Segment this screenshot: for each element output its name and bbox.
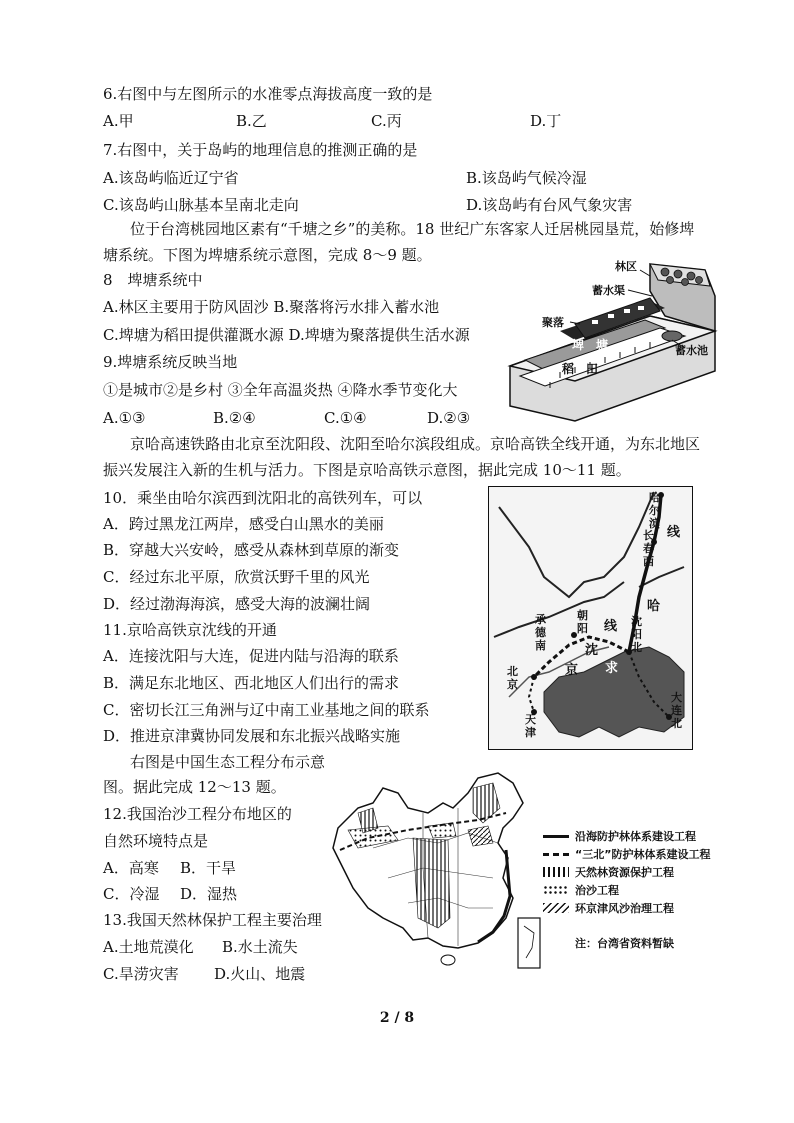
legend-jingjin-sand-label: 环京津风沙治理工程 bbox=[575, 902, 674, 915]
intro-8-9-line1: 位于台湾桃园地区素有“千塘之乡”的美称。18 世纪广东客家人迁居桃园垦荒，始修埤 bbox=[130, 220, 695, 238]
q10-option-a: A．跨过黑龙江两岸，感受白山黑水的美丽 bbox=[103, 515, 384, 533]
q7-stem: 7.右图中，关于岛屿的地理信息的推测正确的是 bbox=[103, 141, 418, 159]
rail-label-dalian: 大连北 bbox=[671, 691, 682, 730]
q10-option-b: B．穿越大兴安岭，感受从森林到草原的渐变 bbox=[103, 541, 400, 559]
rail-label-haerbin: 哈尔滨 bbox=[649, 491, 660, 530]
q7-option-c: C.该岛屿山脉基本呈南北走向 bbox=[103, 196, 299, 214]
q13-option-a: A.土地荒漠化 bbox=[103, 938, 194, 956]
q9-stem: 9.埤塘系统反映当地 bbox=[103, 353, 238, 371]
q13-option-c: C.旱涝灾害 bbox=[103, 965, 179, 983]
rail-label-chengde: 承德南 bbox=[535, 613, 546, 652]
legend-sand-control bbox=[543, 882, 619, 898]
q7-option-d: D.该岛屿有台风气象灾害 bbox=[466, 196, 633, 214]
pond-label-pond: 埤 塘 bbox=[572, 338, 609, 352]
rail-label-line2: 线 bbox=[604, 619, 618, 634]
pond-label-canal: 蓄水渠 bbox=[592, 284, 625, 297]
legend-natural-forest bbox=[543, 864, 674, 880]
page-number: 2 / 8 bbox=[379, 1010, 415, 1026]
q12-option-d: D．湿热 bbox=[180, 885, 238, 903]
rail-label-changchun: 长春西 bbox=[643, 529, 654, 568]
q12-option-b: B．干旱 bbox=[180, 859, 237, 877]
rail-label-lake: 求 bbox=[605, 661, 619, 676]
rail-label-line-xian: 线 bbox=[667, 525, 681, 540]
q13-option-d: D.火山、地震 bbox=[214, 965, 306, 983]
legend-vertical-stripe-icon bbox=[543, 867, 569, 877]
q7-option-a: A.该岛屿临近辽宁省 bbox=[103, 169, 239, 187]
q9-option-d: D.②③ bbox=[427, 409, 471, 427]
q11-option-a: A．连接沈阳与大连，促进内陆与沿海的联系 bbox=[103, 647, 399, 665]
rail-label-tianjin: 天津 bbox=[525, 713, 536, 739]
pond-label-forest: 林区 bbox=[615, 260, 637, 273]
legend-three-north bbox=[543, 846, 710, 862]
q12-option-c: C．冷湿 bbox=[103, 885, 160, 903]
q8-stem: 8 埤塘系统中 bbox=[103, 271, 203, 289]
q6-stem: 6.右图中与左图所示的水准零点海拔高度一致的是 bbox=[103, 85, 433, 103]
legend-sand-control-label: 治沙工程 bbox=[575, 884, 619, 897]
q10-option-c: C．经过东北平原，欣赏沃野千里的风光 bbox=[103, 568, 370, 586]
legend-solid-line-icon bbox=[543, 830, 569, 838]
q11-option-c: C．密切长江三角洲与辽中南工业基地之间的联系 bbox=[103, 701, 430, 719]
intro-8-9-line2: 塘系统。下图为埤塘系统示意图，完成 8～9 题。 bbox=[103, 246, 432, 264]
q9-option-a: A.①③ bbox=[103, 409, 146, 427]
pond-label-settlement: 聚落 bbox=[542, 316, 564, 329]
q10-stem: 10．乘坐由哈尔滨西到沈阳北的高铁列车，可以 bbox=[103, 489, 423, 507]
q11-option-d: D．推进京津冀协同发展和东北振兴战略实施 bbox=[103, 727, 401, 745]
rail-label-jing: 京 bbox=[565, 663, 579, 678]
q9-option-c: C.①④ bbox=[324, 409, 367, 427]
intro-10-11-line1: 京哈高速铁路由北京至沈阳段、沈阳至哈尔滨段组成。京哈高铁全线开通，为东北地区 bbox=[130, 435, 701, 453]
legend-three-north-label: “三北”防护林体系建设工程 bbox=[575, 848, 711, 861]
rail-label-line-ha: 哈 bbox=[647, 599, 661, 614]
legend-coastal-label: 沿海防护林体系建设工程 bbox=[575, 830, 696, 843]
legend-dots-icon bbox=[543, 885, 569, 895]
legend-natural-forest-label: 天然林资源保护工程 bbox=[575, 866, 674, 879]
q13-stem: 13.我国天然林保护工程主要治理 bbox=[103, 911, 322, 929]
q10-option-d: D．经过渤海海滨，感受大海的波澜壮阔 bbox=[103, 595, 371, 613]
q8-options-line2: C.埤塘为稻田提供灌溉水源 D.埤塘为聚落提供生活水源 bbox=[103, 326, 470, 344]
china-map-note: 注：台湾省资料暂缺 bbox=[575, 937, 674, 950]
q12-option-a: A．高寒 bbox=[103, 859, 159, 877]
intro-12-13-line2: 图。据此完成 12～13 题。 bbox=[103, 778, 286, 796]
pond-system-figure bbox=[500, 256, 720, 431]
legend-jingjin-sand bbox=[543, 900, 674, 916]
q13-option-b: B.水土流失 bbox=[222, 938, 298, 956]
q6-option-a: A.甲 bbox=[103, 112, 134, 130]
china-outline-map bbox=[328, 768, 543, 973]
q9-option-b: B.②④ bbox=[213, 409, 256, 427]
pond-label-field: 稻 田 bbox=[562, 362, 599, 376]
rail-label-chaoyang: 朝阳 bbox=[577, 609, 588, 635]
q11-stem: 11.京哈高铁京沈线的开通 bbox=[103, 621, 277, 639]
q7-option-b: B.该岛屿气候冷湿 bbox=[466, 169, 587, 187]
rail-label-shenyang: 沈阳北 bbox=[631, 615, 642, 654]
china-eco-map-figure bbox=[328, 768, 543, 973]
q6-option-d: D.丁 bbox=[530, 112, 562, 130]
rail-label-shen: 沈 bbox=[585, 643, 599, 658]
legend-diagonal-hatch-icon bbox=[543, 903, 569, 913]
q12-stem-line2: 自然环境特点是 bbox=[103, 832, 209, 850]
rail-map-figure bbox=[488, 486, 693, 750]
q9-statements: ①是城市②是乡村 ③全年高温炎热 ④降水季节变化大 bbox=[103, 381, 458, 399]
intro-10-11-line2: 振兴发展注入新的生机与活力。下图是京哈高铁示意图，据此完成 10～11 题。 bbox=[103, 461, 631, 479]
intro-12-13-line1: 右图是中国生态工程分布示意 bbox=[130, 753, 326, 771]
legend-dashed-line-icon bbox=[543, 848, 569, 856]
q8-options-line1: A.林区主要用于防风固沙 B.聚落将污水排入蓄水池 bbox=[103, 298, 440, 316]
q6-option-c: C.丙 bbox=[371, 112, 402, 130]
q11-option-b: B．满足东北地区、西北地区人们出行的需求 bbox=[103, 674, 400, 692]
q12-stem-line1: 12.我国治沙工程分布地区的 bbox=[103, 805, 292, 823]
legend-coastal bbox=[543, 828, 696, 844]
rail-label-beijing: 北京 bbox=[507, 665, 518, 691]
q6-option-b: B.乙 bbox=[236, 112, 267, 130]
pond-label-reservoir: 蓄水池 bbox=[675, 344, 708, 357]
